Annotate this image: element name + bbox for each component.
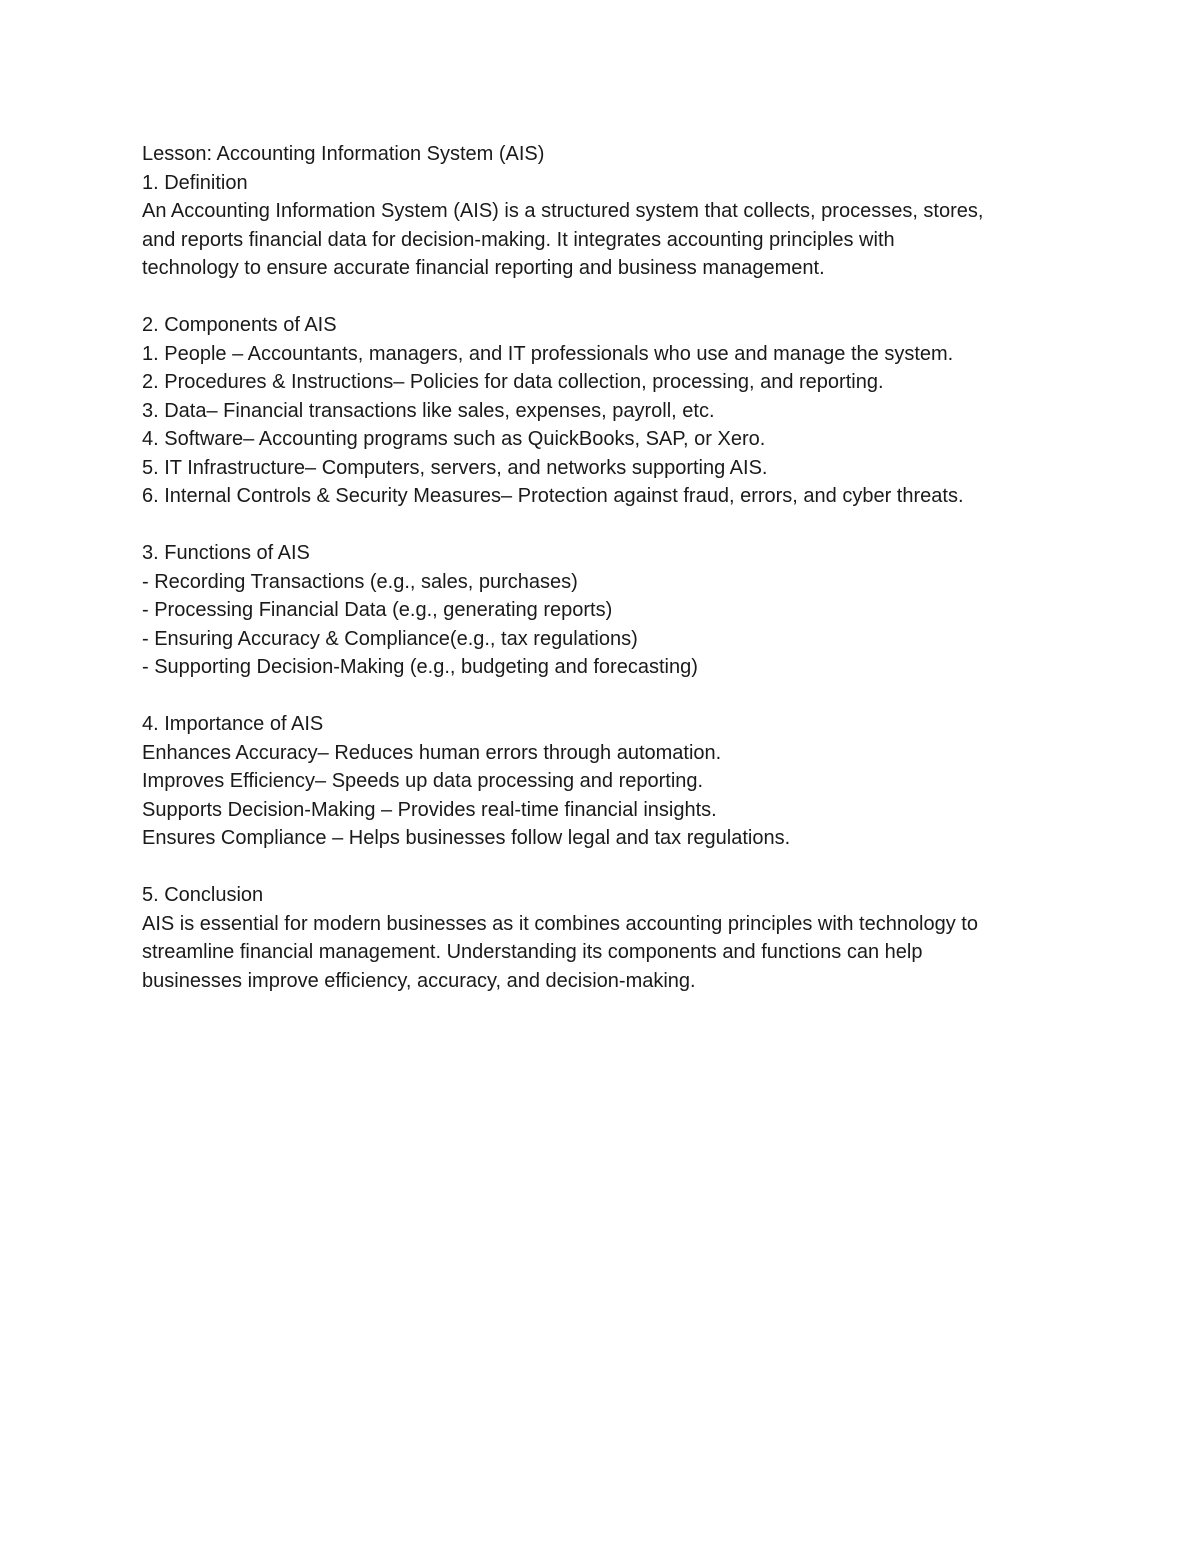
- importance-item: Enhances Accuracy– Reduces human errors through automation.: [142, 741, 722, 764]
- functions-item: - Ensuring Accuracy & Compliance(e.g., tax regulations): [142, 627, 638, 650]
- functions-item: - Supporting Decision-Making (e.g., budgeting and forecasting): [142, 656, 698, 678]
- conclusion-line: streamline financial management. Understanding its components and functions can help: [142, 941, 923, 963]
- components-item: 2. Procedures & Instructions– Policies for data collection, processing, and reporting.: [142, 371, 884, 393]
- blank-line: [142, 682, 1072, 711]
- definition-line: technology to ensure accurate financial reporting and business management.: [142, 257, 825, 279]
- functions-item: - Processing Financial Data (e.g., generating reports): [142, 599, 613, 621]
- conclusion-line: AIS is essential for modern businesses as it combines accounting principles with technology to: [142, 912, 978, 935]
- blank-line: [142, 853, 1072, 882]
- conclusion-heading: 5. Conclusion: [142, 884, 264, 906]
- functions-heading: 3. Functions of AIS: [142, 542, 310, 564]
- definition-line: and reports financial data for decision-making. It integrates accounting principles with: [142, 228, 895, 251]
- importance-item: Improves Efficiency– Speeds up data processing and reporting.: [142, 770, 704, 792]
- components-item: 6. Internal Controls & Security Measures– Protection against fraud, errors, and cyber threats.: [142, 485, 964, 507]
- conclusion-line: businesses improve efficiency, accuracy, and decision-making.: [142, 969, 696, 992]
- definition-line: An Accounting Information System (AIS) is a structured system that collects, processes, stores,: [142, 200, 984, 222]
- blank-line: [142, 511, 1072, 540]
- components-item: 5. IT Infrastructure– Computers, servers, and networks supporting AIS.: [142, 456, 768, 479]
- functions-item: - Recording Transactions (e.g., sales, purchases): [142, 570, 578, 593]
- definition-heading: 1. Definition: [142, 171, 248, 194]
- components-item: 1. People – Accountants, managers, and IT professionals who use and manage the system.: [142, 342, 954, 365]
- components-item: 4. Software– Accounting programs such as QuickBooks, SAP, or Xero.: [142, 428, 766, 450]
- document-body: [142, 140, 1072, 995]
- blank-line: [142, 283, 1072, 312]
- importance-heading: 4. Importance of AIS: [142, 713, 324, 735]
- components-heading: 2. Components of AIS: [142, 314, 337, 336]
- importance-item: Supports Decision-Making – Provides real-time financial insights.: [142, 798, 717, 821]
- importance-item: Ensures Compliance – Helps businesses follow legal and tax regulations.: [142, 827, 791, 849]
- document-title: Lesson: Accounting Information System (AIS): [142, 143, 545, 165]
- components-item: 3. Data– Financial transactions like sales, expenses, payroll, etc.: [142, 399, 715, 422]
